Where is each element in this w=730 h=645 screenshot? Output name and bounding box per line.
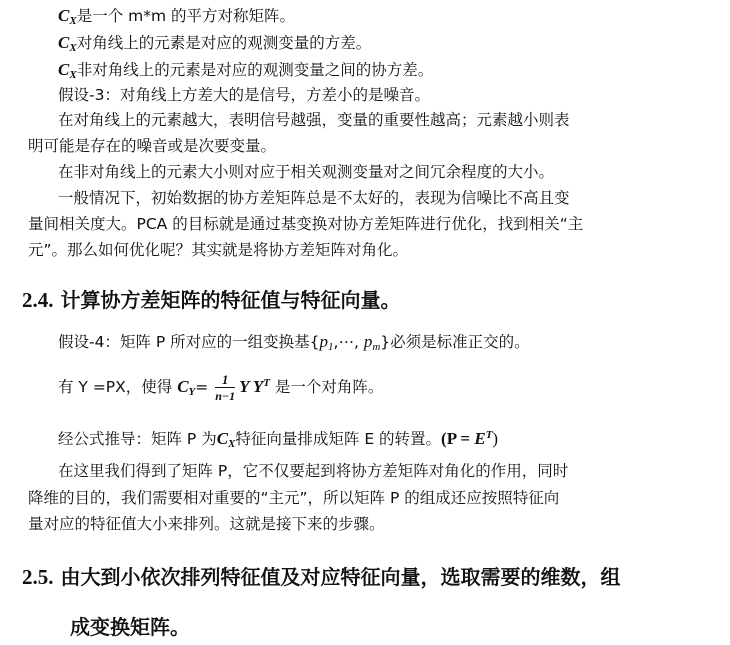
section-heading-2-5-cont: 成变换矩阵。 (70, 615, 190, 639)
cx-diagonal-line: $C_X$对角线上的元素是对应的观测变量的方差。 (58, 33, 372, 54)
section-heading-2-4 (22, 285, 400, 315)
paragraph-line: 在非对角线上的元素大小则对应于相关观测变量对之间冗余程度的大小。 (58, 163, 555, 181)
section-number: 2.4. (22, 288, 54, 312)
cx-symbol: $C_X$ (58, 60, 77, 81)
fraction: $\frac{1}{n-1}$ (215, 371, 236, 403)
paragraph-line: 量对应的特征值大小来排列。这就是接下来的步骤。 (28, 515, 385, 533)
assumption-4: 假设-4：矩阵 P 所对应的一组变换基{$p_1,\cdots$, $p_m$}必须是标准正交的。 (58, 332, 530, 353)
cx-definition-line: $C_X$是一个 m*m 的平方对称矩阵。 (58, 6, 295, 27)
paragraph-line: 一般情况下，初始数据的协方差矩阵总是不太好的，表现为信噪比不高且变 (58, 189, 570, 207)
covariance-equation-line: 有 Y =PX，使得 $C_Y=$ $\frac{1}{n-1}$ Y $Y^T$ 是一个对角阵。 (58, 371, 384, 403)
cx-symbol: $C_X$ (58, 6, 77, 27)
paragraph-line: 降维的目的，我们需要相对重要的“主元”，所以矩阵 P 的组成还应按照特征向 (28, 489, 560, 507)
derivation-line: 经公式推导：矩阵 P 为$C_X$特征向量排成矩阵 E 的转置。$(P = E^T)$ (58, 429, 499, 450)
cx-symbol: $C_X$ (58, 33, 77, 54)
section-number: 2.5. (22, 565, 54, 589)
paragraph-line: 在这里我们得到了矩阵 P，它不仅要起到将协方差矩阵对角化的作用，同时 (58, 462, 569, 480)
paragraph-line: 明可能是存在的噪音或是次要变量。 (28, 137, 277, 155)
section-title: 由大到小依次排列特征值及对应特征向量，选取需要的维数，组 (60, 565, 621, 589)
paragraph-line: 量间相关度大。PCA 的目标就是通过基变换对协方差矩阵进行优化，找到相关“主 (28, 215, 584, 233)
cx-offdiagonal-line: $C_X$非对角线上的元素是对应的观测变量之间的协方差。 (58, 60, 434, 81)
section-heading-2-5 (22, 562, 620, 592)
paragraph-line: 元”。那么如何优化呢？其实就是将协方差矩阵对角化。 (28, 241, 409, 259)
cy-symbol: $C_Y$ (177, 377, 196, 398)
paragraph-line: 在对角线上的元素越大，表明信号越强，变量的重要性越高；元素越小则表 (58, 111, 570, 129)
assumption-3: 假设-3：对角线上方差大的是信号，方差小的是噪音。 (58, 86, 430, 104)
section-title: 计算协方差矩阵的特征值与特征向量。 (60, 288, 401, 312)
cx-symbol: $C_X$ (216, 429, 236, 450)
